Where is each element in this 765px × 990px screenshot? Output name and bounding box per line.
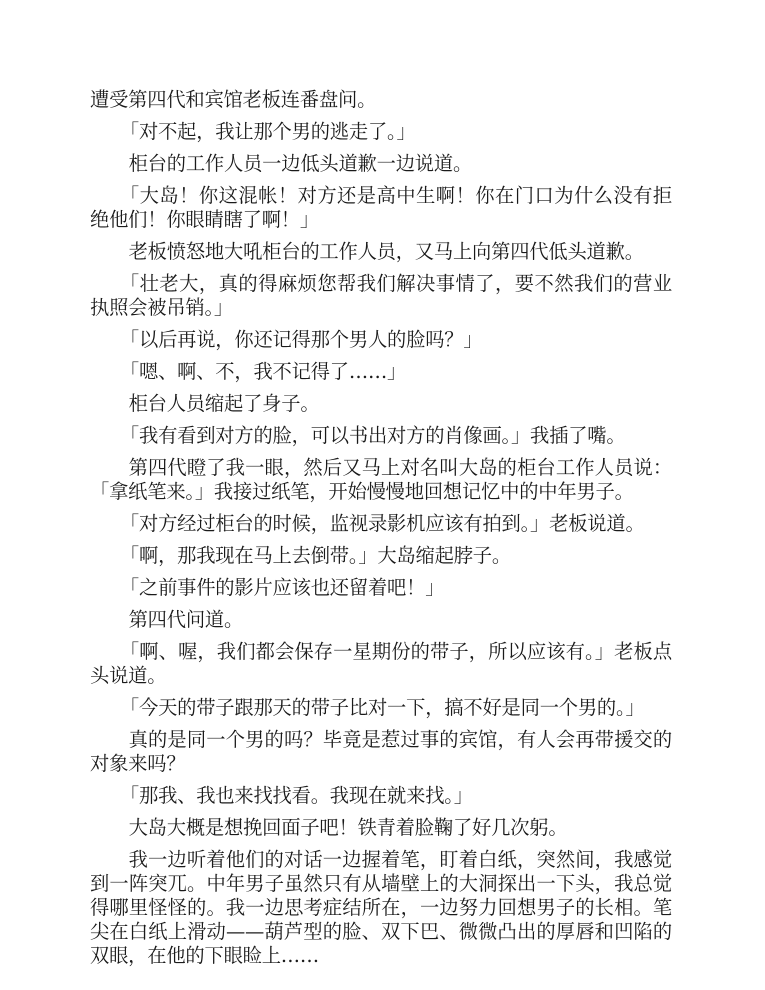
paragraph: 「我有看到对方的脸，可以书出对方的肖像画。」我插了嘴。 — [119, 424, 626, 447]
paragraph: 「那我、我也来找找看。我现在就来找。」 — [119, 784, 473, 807]
paragraph: 「之前事件的影片应该也还留着吧！」 — [119, 576, 445, 599]
paragraph: 「壮老大，真的得麻烦您帮我们解决事情了，要不然我们的营业执照会被吊销。」 — [90, 272, 672, 319]
paragraph: 遭受第四代和宾馆老板连番盘问。 — [90, 88, 377, 111]
paragraph: 柜台人员缩起了身子。 — [128, 392, 320, 415]
book-page — [90, 88, 672, 976]
paragraph: 「今天的带子跟那天的带子比对一下，搞不好是同一个男的。」 — [119, 696, 645, 719]
paragraph: 第四代问道。 — [128, 608, 244, 631]
paragraph: 真的是同一个男的吗？毕竟是惹过事的宾馆，有人会再带援交的对象来吗？ — [90, 728, 672, 775]
paragraph: 柜台的工作人员一边低头道歉一边说道。 — [128, 152, 473, 175]
paragraph: 「大岛！你这混帐！对方还是高中生啊！你在门口为什么没有拒绝他们！你眼睛瞎了啊！」 — [90, 184, 672, 231]
paragraph: 大岛大概是想挽回面子吧！铁青着脸鞠了好几次躬。 — [128, 816, 568, 839]
paragraph: 「对方经过柜台的时候，监视录影机应该有拍到。」老板说道。 — [119, 512, 645, 535]
paragraph: 「啊，那我现在马上去倒带。」大岛缩起脖子。 — [119, 544, 511, 567]
paragraph: 「以后再说，你还记得那个男人的脸吗？」 — [119, 328, 483, 351]
paragraph: 「啊、喔，我们都会保存一星期份的带子，所以应该有。」老板点头说道。 — [90, 640, 672, 687]
paragraph: 「对不起，我让那个男的逃走了。」 — [119, 120, 416, 143]
paragraph: 「嗯、啊、不，我不记得了……」 — [119, 360, 407, 383]
paragraph: 我一边听着他们的对话一边握着笔，盯着白纸，突然间，我感觉到一阵突兀。中年男子虽然只有从墙壁上的大洞探出一下头，我总觉得哪里怪怪的。我一边思考症结所在，一边努力回想男子的长相。笔尖在白纸上滑动——葫芦型的脸、双下巴、微微凸出的厚唇和凹陷的双眼，在他的下眼睑上…… — [90, 848, 672, 967]
paragraph: 第四代瞪了我一眼，然后又马上对名叫大岛的柜台工作人员说：「拿纸笔来。」我接过纸笔，开始慢慢地回想记忆中的中年男子。 — [90, 456, 672, 503]
paragraph: 老板愤怒地大吼柜台的工作人员，又马上向第四代低头道歉。 — [128, 240, 644, 263]
